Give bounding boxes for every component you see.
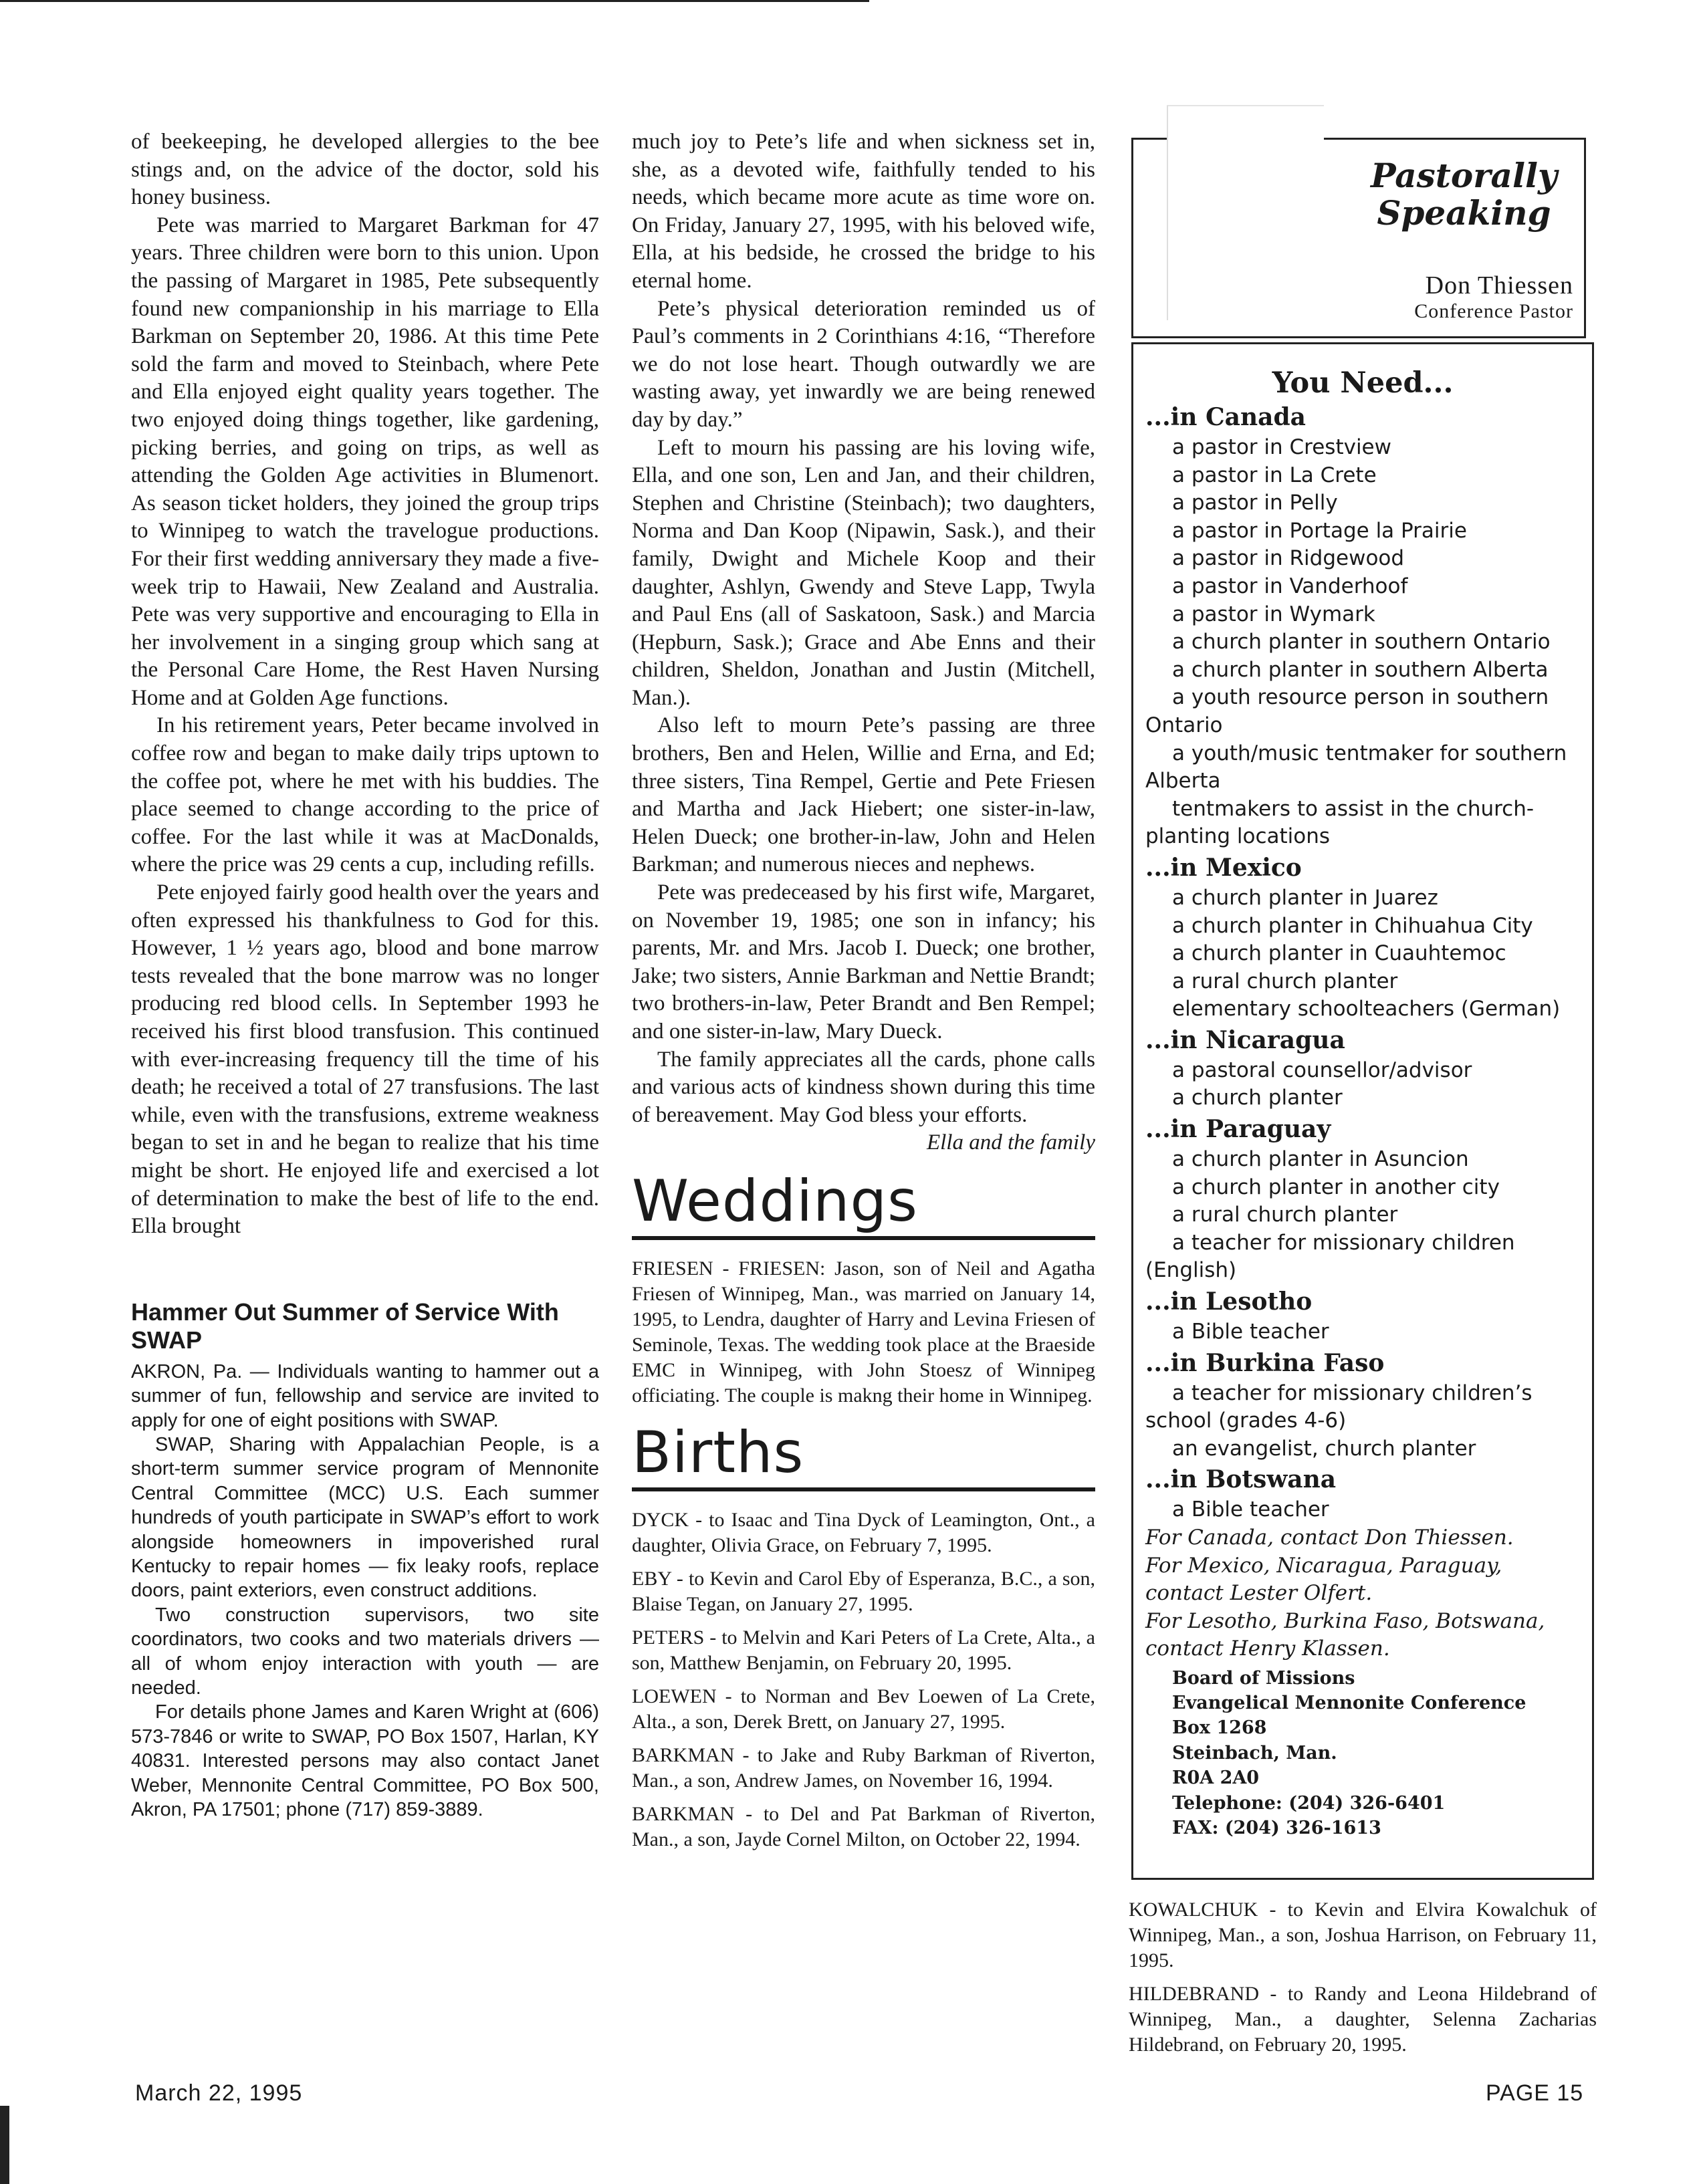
need-item: a church planter in Asuncion bbox=[1172, 1147, 1469, 1172]
obituary-part-2 bbox=[632, 128, 1095, 1129]
scan-edge-shadow bbox=[0, 2106, 9, 2184]
pastor-photo-placeholder bbox=[1167, 105, 1324, 320]
pastorally-speaking-box bbox=[1131, 138, 1586, 338]
contact-line: For Canada, contact Don Thiessen. bbox=[1145, 1526, 1514, 1550]
need-item: a Bible teacher bbox=[1172, 1320, 1329, 1344]
birth-entry: PETERS - to Melvin and Kari Peters of La Crete, Alta., a son, Matthew Benjamin, on February 20, 1995. bbox=[632, 1626, 1095, 1674]
need-item: a pastor in Crestview bbox=[1172, 435, 1391, 459]
obituary-paragraph: Pete was predeceased by his first wife, Margaret, on November 19, 1985; one son in infancy; his parents, Mr. and Mrs. Jacob I. Dueck; one brother, Jake; two sisters, Annie Barkman and Nettie Brandt; two brothers-in-law, Peter Brandt and Ben Rempel; and one sister-in-law, Mary Dueck. bbox=[632, 880, 1095, 1044]
birth-entry: BARKMAN - to Del and Pat Barkman of Riverton, Man., a son, Jayde Cornel Milton, on October 22, 1994. bbox=[632, 1802, 1095, 1850]
region-heading: ...in Mexico bbox=[1145, 853, 1302, 882]
birth-entry: LOEWEN - to Norman and Bev Loewen of La Crete, Alta., a son, Derek Brett, on January 27, 1995. bbox=[632, 1685, 1095, 1733]
need-item: a youth resource person in southern Ontario bbox=[1145, 685, 1549, 737]
region-heading: ...in Botswana bbox=[1145, 1465, 1337, 1494]
you-need-title: You Need... bbox=[1272, 366, 1454, 400]
column-2 bbox=[632, 128, 1095, 1860]
address-line: Board of Missions bbox=[1172, 1667, 1355, 1689]
need-item: a rural church planter bbox=[1172, 1203, 1398, 1227]
need-item: a church planter in Chihuahua City bbox=[1172, 913, 1533, 938]
obituary-paragraph: Also left to mourn Pete’s passing are three brothers, Ben and Helen, Willie and Erna, and Ed; three sisters, Tina Rempel, Gertie and Pete Friesen and Martha and Jack Hiebert; one sister-in-law, Helen Dueck; one brother-in-law, John and Helen Barkman; and numerous nieces and nephews. bbox=[632, 713, 1095, 877]
need-item: elementary schoolteachers (German) bbox=[1172, 997, 1561, 1021]
birth-entry: BARKMAN - to Jake and Ruby Barkman of Riverton, Man., a son, Andrew James, on November 16, 1994. bbox=[632, 1743, 1095, 1792]
address-line: Telephone: (204) 326-6401 bbox=[1172, 1792, 1446, 1814]
need-item: a pastor in Portage la Prairie bbox=[1172, 518, 1467, 543]
obituary-paragraph: Pete enjoyed fairly good health over the years and often expressed his thankfulness to God for this. However, 1 ½ years ago, blood and bone marrow tests revealed that the bone marrow was no longer producing red blood cells. In September 1993 he received his first blood transfusion. This continued with ever-increasing frequency till the time of his death; he received a total of 27 transfusions. The last while, even with the transfusions, extreme weakness began to set in and he began to realize that his time might be short. He enjoyed life and exercised a lot of determination to make the best of life to the end. Ella brought bbox=[131, 880, 599, 1239]
obituary-paragraph: of beekeeping, he developed allergies to the bee stings and, on the advice of the doctor, sold his honey business. bbox=[131, 130, 599, 210]
births-continued bbox=[1129, 1897, 1597, 2066]
weddings-rule bbox=[632, 1236, 1095, 1240]
swap-paragraph: For details phone James and Karen Wright at (606) 573-7846 or write to SWAP, PO Box 1507, Harlan, KY 40831. Interested persons may also contact Janet Weber, Mennonite Central Committee, PO Box 500, Akron, PA 17501; phone (717) 859-3889. bbox=[131, 1701, 599, 1821]
address-line: Box 1268 bbox=[1172, 1717, 1267, 1739]
address-line: FAX: (204) 326-1613 bbox=[1172, 1817, 1381, 1838]
births-heading: Births bbox=[632, 1419, 804, 1486]
mission-board-address bbox=[1145, 1666, 1580, 1841]
need-item: a church planter in southern Ontario bbox=[1172, 630, 1551, 654]
need-item: a church planter in Juarez bbox=[1172, 885, 1438, 910]
obituary-part-1 bbox=[131, 128, 599, 1241]
region-heading: ...in Paraguay bbox=[1145, 1115, 1331, 1144]
issue-date: March 22, 1995 bbox=[135, 2080, 303, 2106]
obituary-paragraph: Pete’s physical deterioration reminded us of Paul’s comments in 2 Corinthians 4:16, “Therefore we do not lose heart. Though outwardly we are wasting away, yet inwardly we are being renewed day by day.” bbox=[632, 296, 1095, 432]
need-item: a pastoral counsellor/advisor bbox=[1172, 1058, 1472, 1082]
weddings-list bbox=[632, 1256, 1095, 1409]
region-heading: ...in Burkina Faso bbox=[1145, 1348, 1385, 1377]
need-item: a church planter bbox=[1172, 1086, 1343, 1110]
need-item: a church planter in southern Alberta bbox=[1172, 657, 1549, 682]
need-item: a teacher for missionary children’s school (grades 4-6) bbox=[1145, 1380, 1533, 1433]
need-item: a pastor in La Crete bbox=[1172, 463, 1377, 487]
obituary-paragraph: The family appreciates all the cards, phone calls and various acts of kindness shown during this time of bereavement. May God bless your efforts. bbox=[632, 1047, 1095, 1127]
need-item: a pastor in Vanderhoof bbox=[1172, 574, 1408, 598]
need-item: a church planter in Cuauhtemoc bbox=[1172, 941, 1506, 966]
births-list-continued bbox=[1129, 1897, 1597, 2058]
contact-line: For Mexico, Nicaragua, Paraguay, contact Lester Olfert. bbox=[1145, 1553, 1502, 1605]
address-line: Steinbach, Man. bbox=[1172, 1742, 1337, 1764]
pastor-credit bbox=[1414, 271, 1573, 323]
contact-line: For Lesotho, Burkina Faso, Botswana, contact Henry Klassen. bbox=[1145, 1608, 1545, 1661]
pastor-role: Conference Pastor bbox=[1414, 300, 1573, 322]
title-line: Pastorally bbox=[1370, 156, 1557, 195]
need-item: a pastor in Pelly bbox=[1172, 491, 1338, 515]
births-rule bbox=[632, 1487, 1095, 1491]
need-item: a Bible teacher bbox=[1172, 1497, 1329, 1522]
top-border-line bbox=[0, 0, 869, 2]
address-line: R0A 2A0 bbox=[1172, 1768, 1260, 1789]
need-item: a church planter in another city bbox=[1172, 1175, 1500, 1199]
weddings-heading: Weddings bbox=[632, 1167, 918, 1235]
column-1 bbox=[131, 128, 599, 1822]
pastor-name: Don Thiessen bbox=[1425, 271, 1573, 299]
you-need-box bbox=[1131, 342, 1594, 1880]
need-item: a pastor in Wymark bbox=[1172, 602, 1375, 626]
swap-paragraph: AKRON, Pa. — Individuals wanting to hammer out a summer of fun, fellowship and service are invited to apply for one of eight positions with SWAP. bbox=[131, 1360, 599, 1431]
swap-article bbox=[131, 1360, 599, 1822]
need-item: a rural church planter bbox=[1172, 969, 1398, 993]
region-heading: ...in Nicaragua bbox=[1145, 1025, 1345, 1054]
need-item: a youth/music tentmaker for southern Alberta bbox=[1145, 741, 1567, 794]
swap-headline: Hammer Out Summer of Service With SWAP bbox=[131, 1298, 559, 1354]
address-line: Evangelical Mennonite Conference bbox=[1172, 1692, 1526, 1713]
births-list bbox=[632, 1507, 1095, 1852]
title-line: Speaking bbox=[1377, 193, 1551, 233]
birth-entry: EBY - to Kevin and Carol Eby of Esperanza, B.C., a son, Blaise Tegan, on January 27, 1995. bbox=[632, 1567, 1095, 1615]
swap-paragraph: Two construction supervisors, two site coordinators, two cooks and two materials drivers — all of whom enjoy interaction with youth — are needed. bbox=[131, 1604, 599, 1699]
page-number: PAGE 15 bbox=[1486, 2080, 1584, 2106]
birth-entry: DYCK - to Isaac and Tina Dyck of Leamington, Ont., a daughter, Olivia Grace, on February 7, 1995. bbox=[632, 1508, 1095, 1556]
need-item: a pastor in Ridgewood bbox=[1172, 546, 1405, 571]
need-item: an evangelist, church planter bbox=[1172, 1436, 1476, 1461]
obituary-paragraph: In his retirement years, Peter became involved in coffee row and began to make daily trips uptown to the coffee pot, where he met with his buddies. The place seemed to change according to the price of coffee. For the last while it was at MacDonalds, where the price was 29 cents a cup, including refills. bbox=[131, 713, 599, 877]
pastorally-speaking-title bbox=[1371, 157, 1557, 232]
region-heading: ...in Canada bbox=[1145, 403, 1306, 431]
obituary-signature: Ella and the family bbox=[926, 1130, 1095, 1155]
obituary-paragraph: Pete was married to Margaret Barkman for 47 years. Three children were born to this union. Upon the passing of Margaret in 1985, Pete subsequently found new companionship in his marriage to Ella Barkman on September 20, 1986. At this time Pete sold the farm and moved to Steinbach, where Pete and Ella enjoyed eight quality years together. The two enjoyed doing things together, like gardening, picking berries, and going on trips, as well as attending the Golden Age activities in Blumenort. As season ticket holders, they joined the group trips to Winnipeg to watch the travelogue productions. For their first wedding anniversary they made a five-week trip to Hawaii, New Zealand and Australia. Pete was very supportive and encouraging to Ella in her involvement in a singing group which sang at the Personal Care Home, the Rest Haven Nursing Home and at Golden Age functions. bbox=[131, 213, 599, 710]
birth-entry: HILDEBRAND - to Randy and Leona Hildebrand of Winnipeg, Man., a daughter, Selenna Zacharias Hildebrand, on February 20, 1995. bbox=[1129, 1983, 1597, 2056]
need-item: tentmakers to assist in the church-planting locations bbox=[1145, 796, 1535, 849]
region-heading: ...in Lesotho bbox=[1145, 1288, 1313, 1316]
obituary-paragraph: much joy to Pete’s life and when sickness set in, she, as a devoted wife, faithfully tended to his needs, which became more acute as time wore on. On Friday, January 27, 1995, with his beloved wife, Ella, at his bedside, he crossed the bridge to his eternal home. bbox=[632, 130, 1095, 293]
wedding-entry: FRIESEN - FRIESEN: Jason, son of Neil and Agatha Friesen of Winnipeg, Man., was married on January 14, 1995, to Lendra, daughter of Harry and Levina Friesen of Seminole, Texas. The wedding took place at the Braeside EMC in Winnipeg, with John Stoesz of Winnipeg officiating. The couple is makng their home in Winnipeg. bbox=[632, 1257, 1095, 1407]
swap-paragraph: SWAP, Sharing with Appalachian People, is a short-term summer service program of Mennonite Central Committee (MCC) U.S. Each summer hundreds of youth participate in SWAP’s effort to work alongside homeowners in impoverished rural Kentucky to repair homes — fix leaky roofs, replace doors, paint exteriors, even construct additions. bbox=[131, 1433, 599, 1602]
obituary-paragraph: Left to mourn his passing are his loving wife, Ella, and one son, Len and Jan, and their children, Stephen and Christine (Steinbach); two daughters, Norma and Dan Koop (Nipawin, Sask.), and their family, Dwight and Michele Koop and their daughter, Ashlyn, Gwendy and Steve Lapp, Twyla and Paul Ens (all of Saskatoon, Sask.) and Marcia (Hepburn, Sask.); Grace and Abe Enns and their children, Sheldon, Jonathan and Justin (Mitchell, Man.). bbox=[632, 435, 1095, 710]
need-item: a teacher for missionary children (English) bbox=[1145, 1230, 1515, 1283]
birth-entry: KOWALCHUK - to Kevin and Elvira Kowalchuk of Winnipeg, Man., a son, Joshua Harrison, on February 11, 1995. bbox=[1129, 1899, 1597, 1971]
